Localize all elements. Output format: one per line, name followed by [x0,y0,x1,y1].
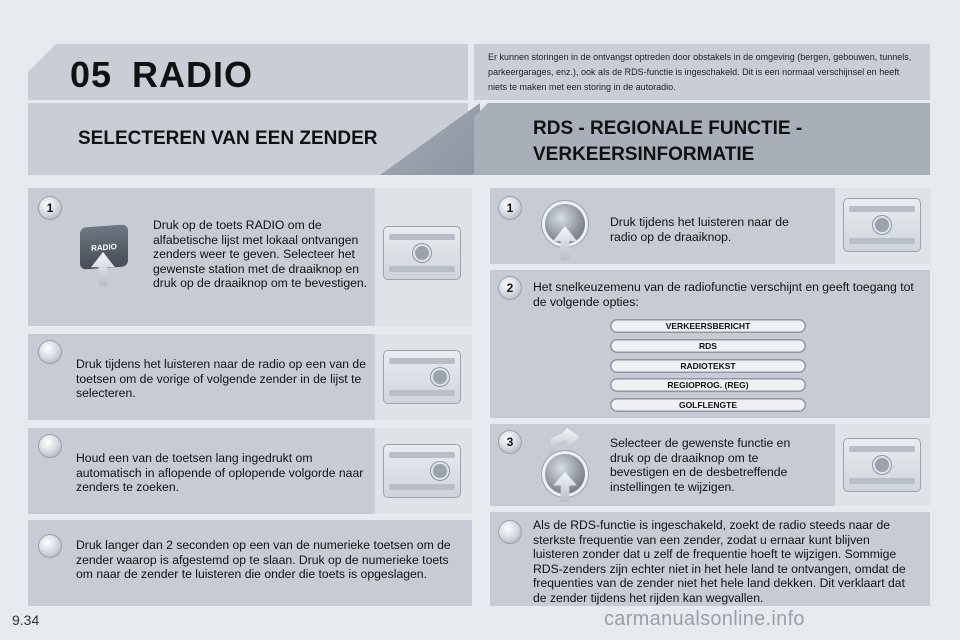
left-tip2-text: Houd een van de toetsen lang ingedrukt om automatisch in aflopende of oplopende volgorde naar zenders te zoeken. [76,451,364,495]
radio-unit-icon [843,438,921,492]
tip-icon [498,520,522,544]
section-title-right: RDS - REGIONALE FUNCTIE - VERKEERSINFORMATIE [533,118,803,165]
intro-note: Er kunnen storingen in de ontvangst optreden door obstakels in de omgeving (bergen, gebouwen, tunnels, parkeergarages, enz.), ook als de RDS-functie is ingeschakeld. Dit is een normaal verschijnsel en heeft niets te maken met een storing in de autoradio. [488,52,912,92]
left-tip1-text: Druk tijdens het luisteren naar de radio op een van de toetsen om de vorige of volgende zender in de lijst te selecteren. [76,357,366,401]
left-step1-text: Druk op de toets RADIO om de alfabetische lijst met lokaal ontvangen zenders weer te geven. Selecteer het gewenste station met de draaiknop en druk op de draaiknop om te bevestigen. [153,218,368,291]
right-step1-text: Druk tijdens het luisteren naar de radio op de draaiknop. [610,215,789,244]
menu-option-radiotekst: RADIOTEKST [610,359,806,373]
chapter-title: RADIO [132,54,253,95]
radio-button-illustration: RADIO [80,224,128,269]
left-tip3-text: Druk langer dan 2 seconden op een van de numerieke toetsen om de zender waarop is afgestemd op te slaan. Druk op de numerieke toets om naar de zender te luisteren die onder die toets is opgeslagen. [76,538,451,582]
tip-icon [38,434,62,458]
right-tip-text: Als de RDS-functie is ingeschakeld, zoekt de radio steeds naar de sterkste frequentie van een zender, zodat u ernaar kunt blijven luisteren zonder dat u zelf de frequentie hoeft te wijzigen. Sommige RDS-zenders zijn echter niet in het hele land te ontvangen, omdat de frequenties van de zender niet het hele land dekken. Dit verklaart dat de zender tijdens het rijden kan wegvallen. [533,518,906,605]
chapter-number: 05 [70,54,113,95]
menu-option-golflengte: GOLFLENGTE [610,398,806,412]
radio-unit-icon [383,444,461,498]
watermark: carmanualsonline.info [604,608,805,630]
step-badge-1: 1 [38,196,62,220]
right-step3-text: Selecteer de gewenste functie en druk op de draaiknop om te bevestigen en de desbetreffende instellingen te wijzigen. [610,436,791,494]
radio-unit-icon [383,226,461,280]
menu-option-rds: RDS [610,339,806,353]
tip-icon [38,340,62,364]
step-badge-1: 1 [498,196,522,220]
right-step2-text: Het snelkeuzemenu van de radiofunctie verschijnt en geeft toegang tot de volgende opties: [533,280,914,309]
step-badge-2: 2 [498,276,522,300]
section-title-left: SELECTEREN VAN EEN ZENDER [78,128,378,149]
menu-option-regioprog: REGIOPROG. (REG) [610,378,806,392]
page-number: 9.34 [12,612,40,628]
tip-icon [38,534,62,558]
step-badge-3: 3 [498,430,522,454]
menu-option-verkeersbericht: VERKEERSBERICHT [610,319,806,333]
radio-unit-icon [383,350,461,404]
radio-unit-icon [843,198,921,252]
